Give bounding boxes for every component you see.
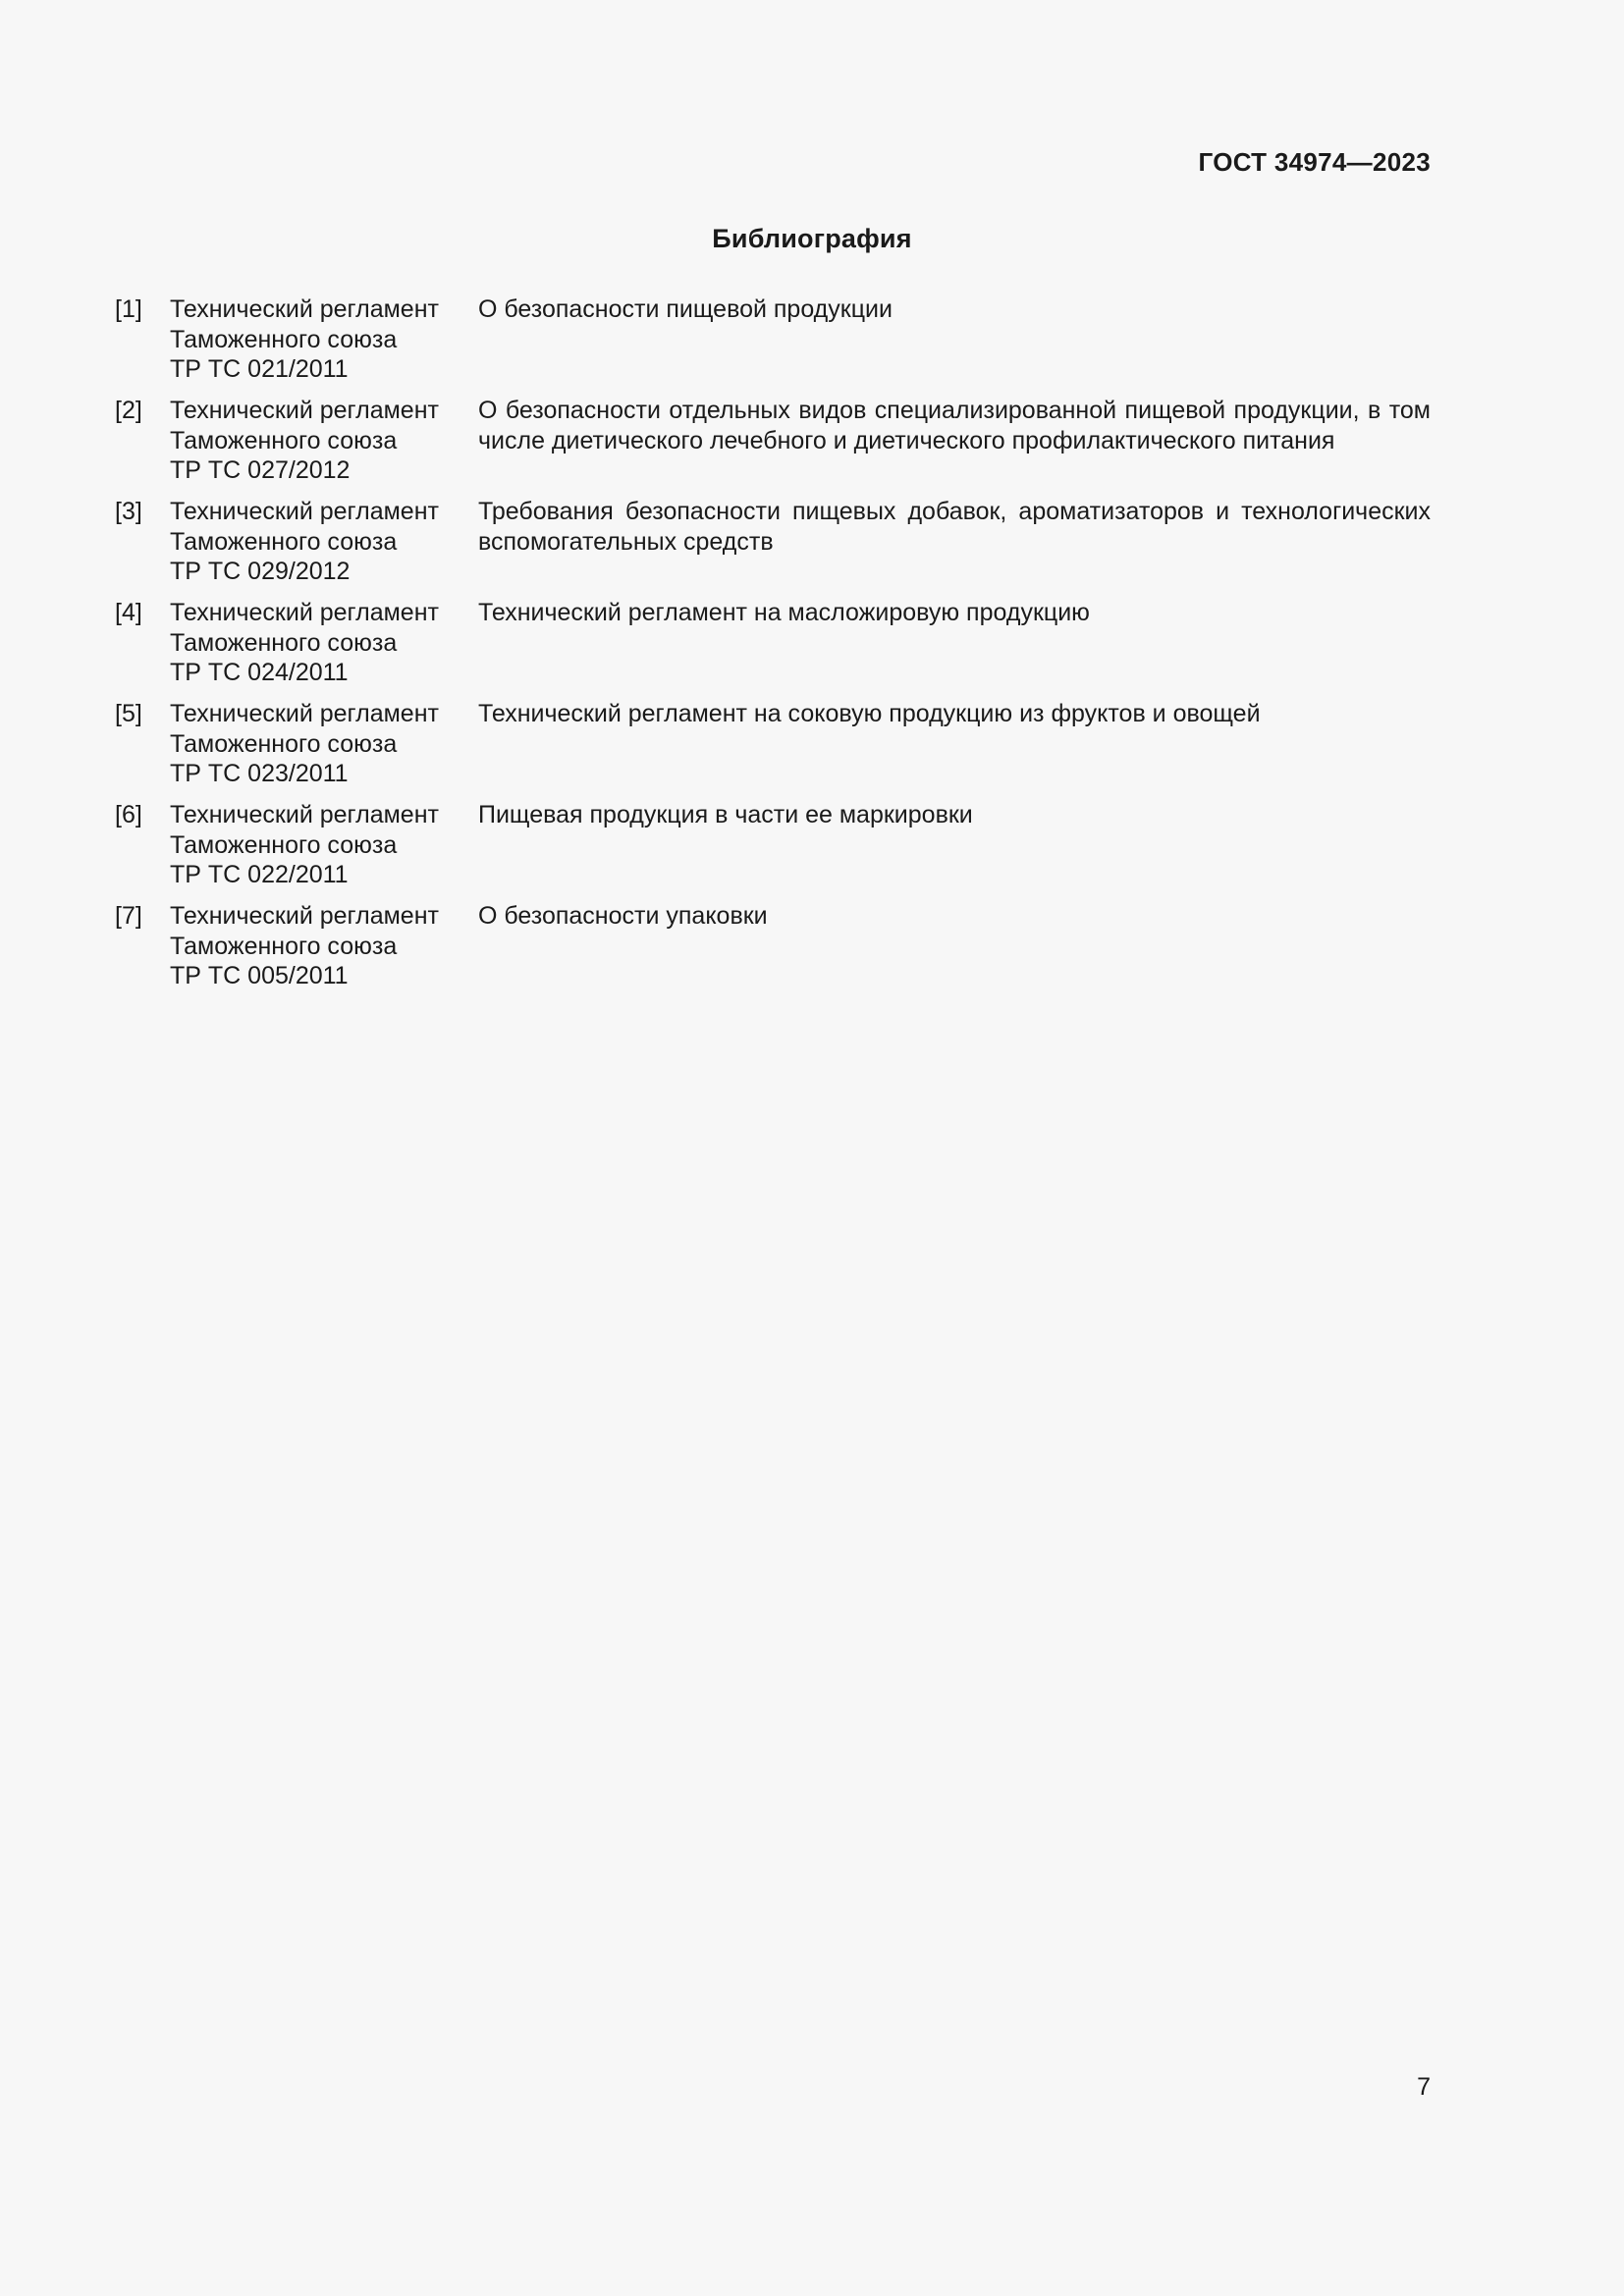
entry-title: Требования безопасности пищевых добавок, ароматизаторов и технологических вспомогательных средств — [478, 498, 1431, 556]
reference-line: Технический регламент — [170, 397, 439, 424]
reference-line: Таможенного союза — [170, 527, 398, 556]
entry-number: [7] — [115, 902, 142, 930]
entry-number: [3] — [115, 498, 142, 525]
entry-reference — [170, 598, 478, 688]
reference-line: Технический регламент — [170, 902, 439, 930]
entry-title: О безопасности пищевой продукции — [478, 295, 893, 323]
reference-line: ТР ТС 021/2011 — [170, 355, 349, 383]
entry-number: [4] — [115, 599, 142, 626]
bibliography-entry — [115, 901, 1431, 991]
bibliography-entry — [115, 396, 1431, 486]
reference-line: ТР ТС 005/2011 — [170, 962, 349, 989]
bibliography-entry — [115, 699, 1431, 789]
entry-title: О безопасности упаковки — [478, 902, 768, 930]
entry-number: [5] — [115, 700, 142, 727]
document-code-header: ГОСТ 34974—2023 — [1198, 147, 1431, 177]
entry-reference — [170, 294, 478, 385]
reference-line: ТР ТС 023/2011 — [170, 760, 349, 787]
reference-line: Таможенного союза — [170, 426, 398, 454]
reference-line: ТР ТС 027/2012 — [170, 456, 351, 484]
reference-line: Технический регламент — [170, 801, 439, 828]
reference-line: Технический регламент — [170, 599, 439, 626]
reference-line: Технический регламент — [170, 295, 439, 323]
entry-number: [2] — [115, 397, 142, 424]
reference-line: Таможенного союза — [170, 932, 398, 960]
reference-line: ТР ТС 029/2012 — [170, 558, 351, 585]
bibliography-entry — [115, 294, 1431, 385]
entry-number: [6] — [115, 801, 142, 828]
section-title: Библиография — [712, 224, 912, 253]
entry-reference — [170, 497, 478, 587]
reference-line: ТР ТС 022/2011 — [170, 861, 349, 888]
bibliography-entry — [115, 598, 1431, 688]
page-number: 7 — [1417, 2073, 1431, 2101]
entry-number: [1] — [115, 295, 142, 323]
entry-title: Пищевая продукция в части ее маркировки — [478, 801, 973, 828]
entry-title: Технический регламент на соковую продукцию из фруктов и овощей — [478, 700, 1261, 727]
reference-line: Таможенного союза — [170, 628, 398, 657]
bibliography-entry — [115, 497, 1431, 587]
entry-reference — [170, 800, 478, 890]
entry-title: Технический регламент на масложировую продукцию — [478, 599, 1090, 626]
reference-line: Таможенного союза — [170, 830, 398, 859]
bibliography-list — [115, 294, 1431, 1002]
reference-line: Таможенного союза — [170, 729, 398, 758]
reference-line: ТР ТС 024/2011 — [170, 659, 349, 686]
bibliography-entry — [115, 800, 1431, 890]
entry-reference — [170, 901, 478, 991]
entry-reference — [170, 699, 478, 789]
entry-title: О безопасности отдельных видов специализированной пищевой продукции, в том числе диетического лечебного и диетического профилактического питания — [478, 397, 1431, 454]
reference-line: Технический регламент — [170, 498, 439, 525]
entry-reference — [170, 396, 478, 486]
reference-line: Таможенного союза — [170, 325, 398, 353]
reference-line: Технический регламент — [170, 700, 439, 727]
